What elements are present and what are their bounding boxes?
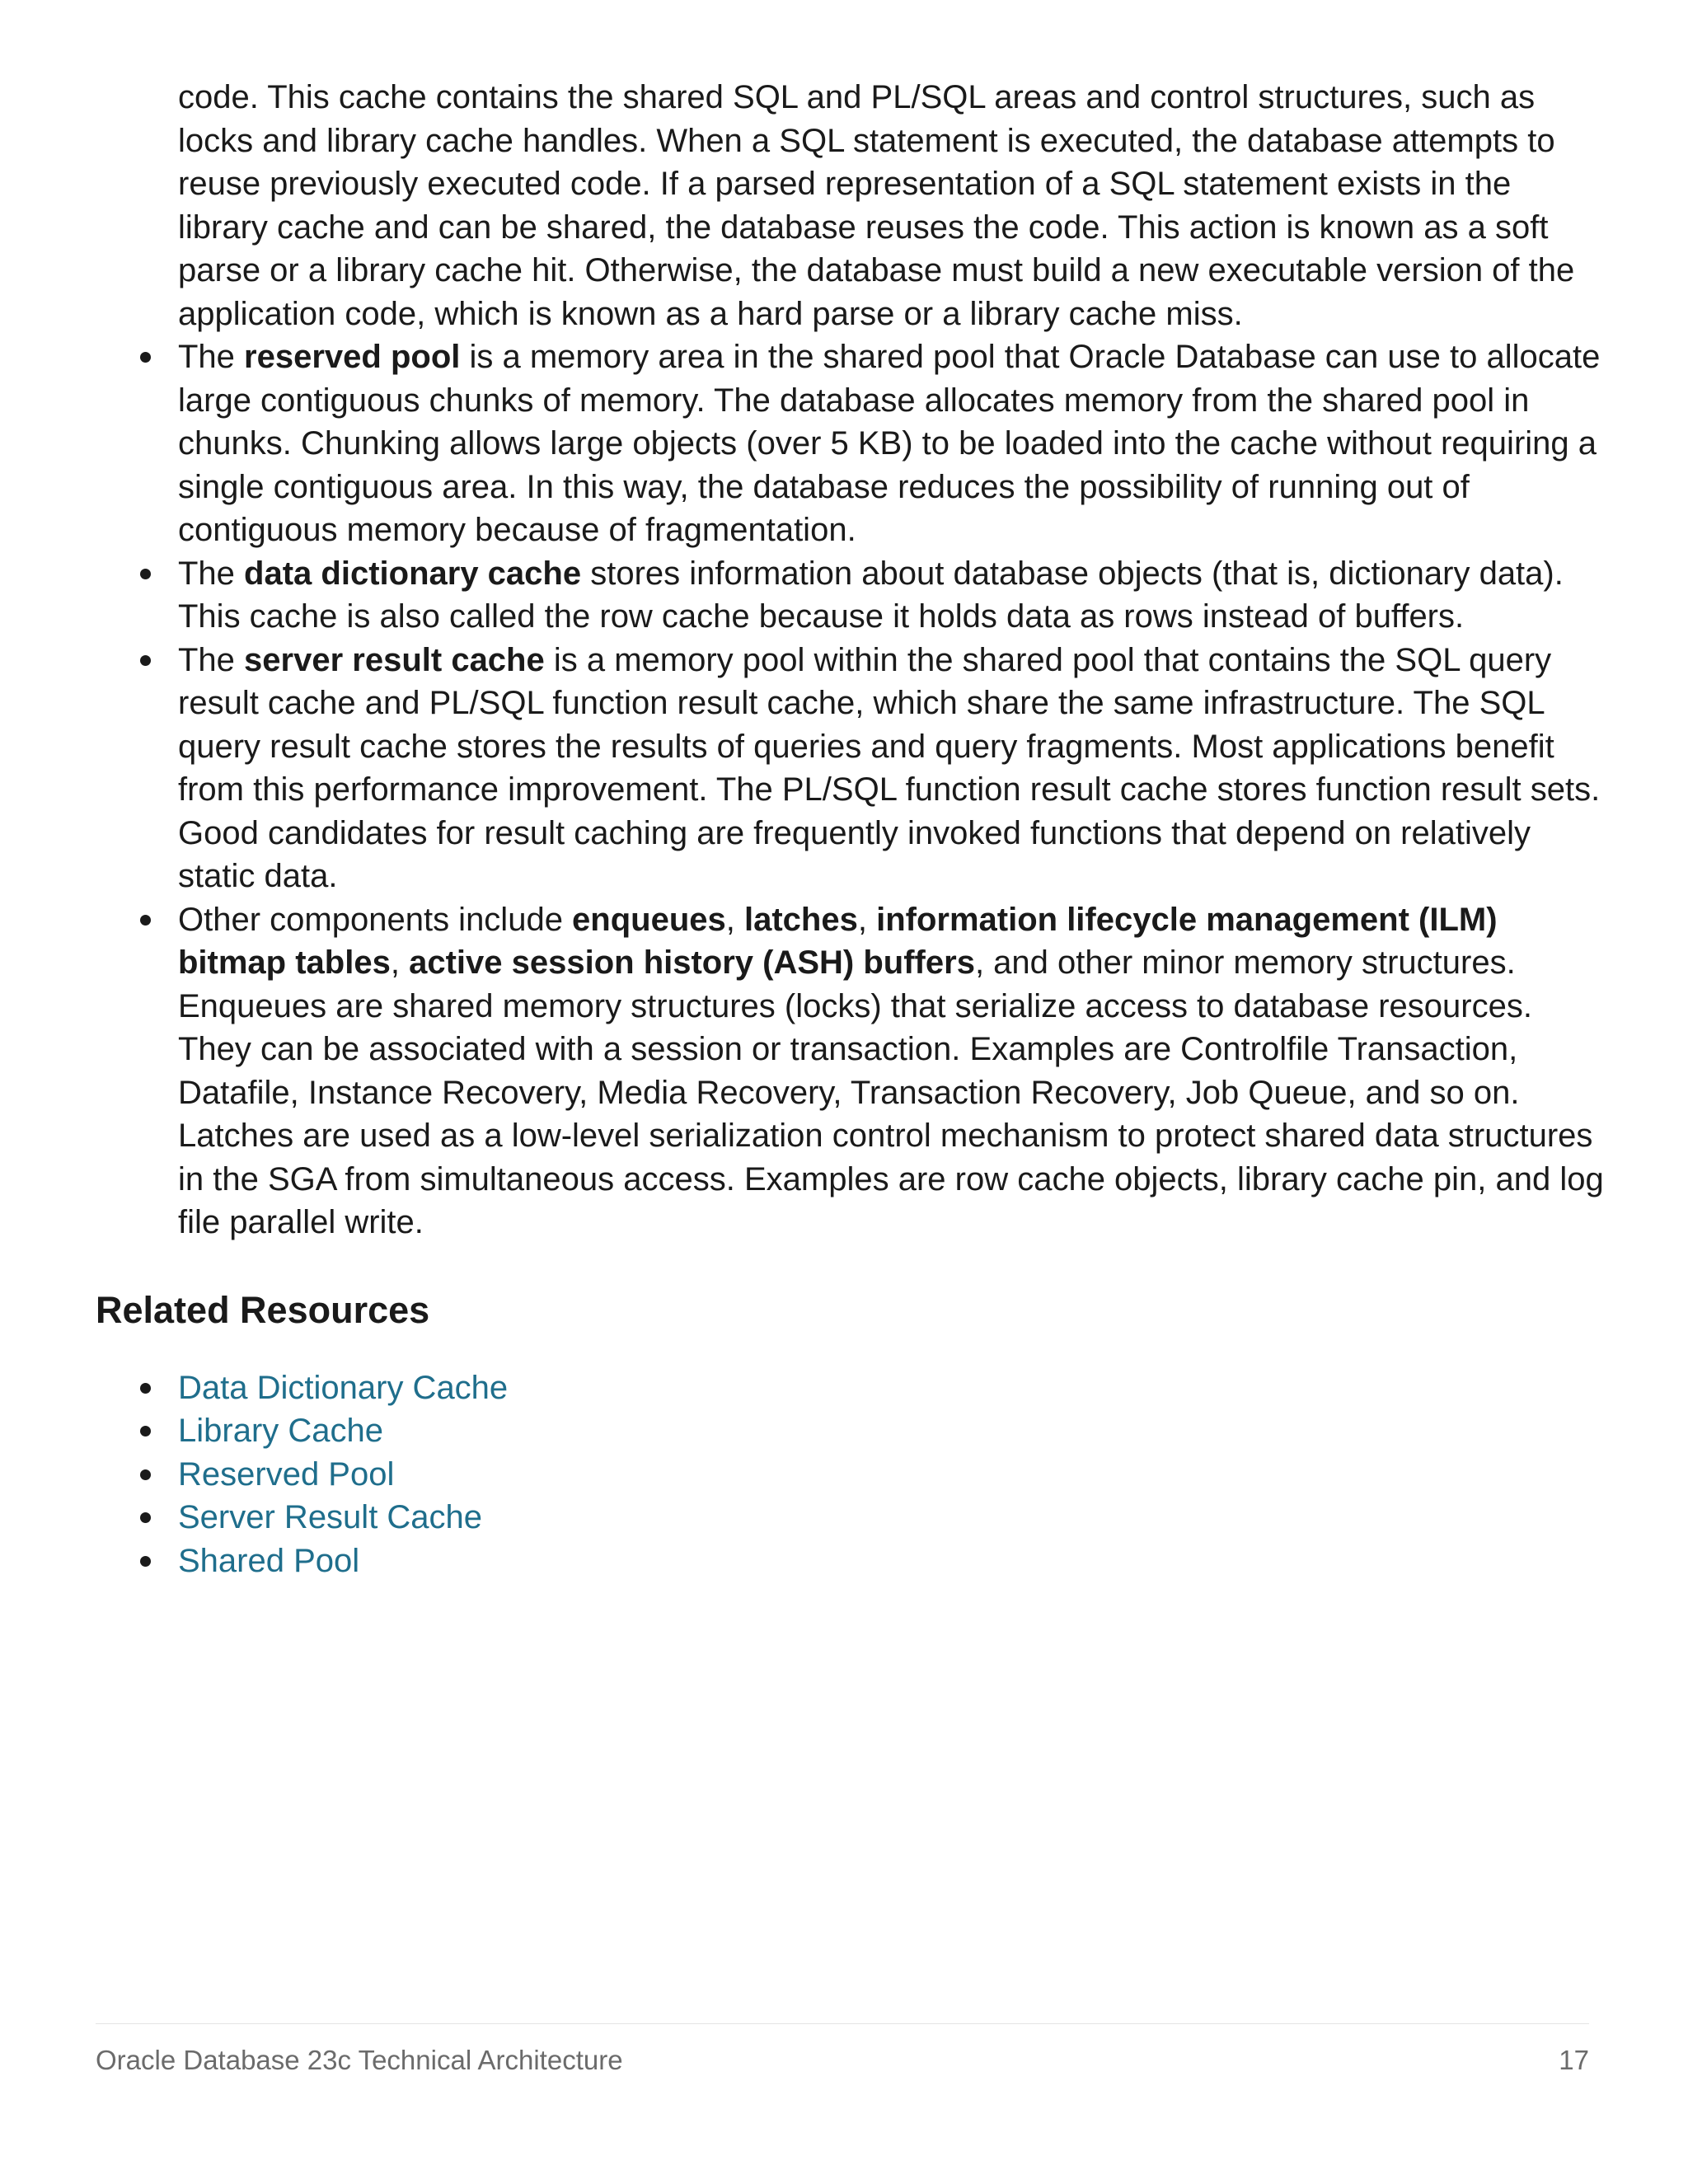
item-text: is a memory pool within the shared pool that contains the SQL query result cache and PL/SQL function result cache, which share the same infrastructure. The SQL query result cache stores the results of queries and query fragments. Most applications benefit from this performance improvement. The PL/SQL function result cache stores function result sets. Good candidates for result caching are frequently invoked functions that depend on relatively static data. — [178, 641, 1601, 894]
link-reserved-pool[interactable]: Reserved Pool — [178, 1455, 395, 1493]
separator: , — [725, 901, 744, 938]
item-text: is a memory area in the shared pool that Oracle Database can use to allocate large contiguous chunks of memory. The database allocates memory from the shared pool in chunks. Chunking allows large objects (over 5 KB) to be loaded into the cache without requiring a single contiguous area. In this way, the database reduces the possibility of running out of contiguous memory because of fragmentation. — [178, 339, 1601, 548]
list-item-other-components — [96, 898, 1604, 1244]
link-data-dictionary-cache[interactable]: Data Dictionary Cache — [178, 1369, 509, 1406]
term-ash-buffers: active session history (ASH) buffers — [409, 944, 975, 981]
list-item — [96, 1453, 1604, 1497]
link-server-result-cache[interactable]: Server Result Cache — [178, 1499, 483, 1535]
separator: , — [857, 901, 877, 938]
item-prefix: The — [178, 555, 245, 592]
bullet-icon — [140, 1426, 151, 1436]
item-prefix: The — [178, 339, 245, 375]
list-item — [96, 1496, 1604, 1540]
term-enqueues: enqueues — [572, 901, 726, 938]
list-item-server-result-cache — [96, 639, 1604, 898]
bullet-icon — [140, 1512, 151, 1523]
link-library-cache[interactable]: Library Cache — [178, 1413, 384, 1449]
list-item — [96, 1540, 1604, 1583]
list-item — [96, 1366, 1604, 1410]
item-text: stores information about database objects (that is, dictionary data). This cache is also called the row cache because it holds data as rows instead of buffers. — [178, 555, 1564, 635]
bullet-icon — [140, 915, 151, 926]
bullet-icon — [140, 1383, 151, 1394]
bullet-icon — [140, 1469, 151, 1480]
related-resources-list — [96, 1366, 1604, 1583]
term-ilm-bitmap-tables: information lifecycle management (ILM) bitmap tables — [178, 901, 1498, 981]
item-prefix: The — [178, 641, 245, 678]
bullet-icon — [140, 655, 151, 666]
bullet-icon — [140, 569, 151, 579]
bullet-icon — [140, 352, 151, 363]
item-text: , and other minor memory structures. Enqueues are shared memory structures (locks) that serialize access to database resources. They can be associated with a session or transaction. Examples are Controlfile Transaction, Datafile, Instance Recovery, Media Recovery, Transaction Recovery, Job Queue, and so on. Latches are used as a low-level serialization control mechanism to protect shared data structures in the SGA from simultaneous access. Examples are row cache objects, library cache pin, and log file parallel write. — [178, 944, 1604, 1240]
separator: , — [390, 944, 410, 981]
term-server-result-cache: server result cache — [244, 641, 545, 678]
related-resources-heading: Related Resources — [96, 1288, 430, 1331]
bullet-icon — [140, 1556, 151, 1567]
item-prefix: Other components include — [178, 901, 573, 938]
term-data-dictionary-cache: data dictionary cache — [244, 555, 582, 592]
list-item — [96, 1409, 1604, 1453]
list-item-data-dictionary-cache — [96, 552, 1604, 639]
list-item-reserved-pool — [96, 335, 1604, 552]
page-number: 17 — [1559, 2045, 1589, 2075]
link-shared-pool[interactable]: Shared Pool — [178, 1542, 360, 1579]
intro-paragraph: code. This cache contains the shared SQL and PL/SQL areas and control structures, such as locks and library cache handles. When a SQL statement is executed, the database attempts to reuse previously executed code. If a parsed representation of a SQL statement exists in the library cache and can be shared, the database reuses the code. This action is known as a soft parse or a library cache hit. Otherwise, the database must build a new executable version of the application code, which is known as a hard parse or a library cache miss. — [178, 79, 1575, 332]
footer-divider — [96, 2023, 1589, 2024]
document-body — [96, 76, 1604, 1582]
term-latches: latches — [744, 901, 858, 938]
footer-doc-title: Oracle Database 23c Technical Architecture — [96, 2045, 623, 2075]
term-reserved-pool: reserved pool — [244, 339, 461, 375]
sga-components-list — [96, 335, 1604, 1244]
